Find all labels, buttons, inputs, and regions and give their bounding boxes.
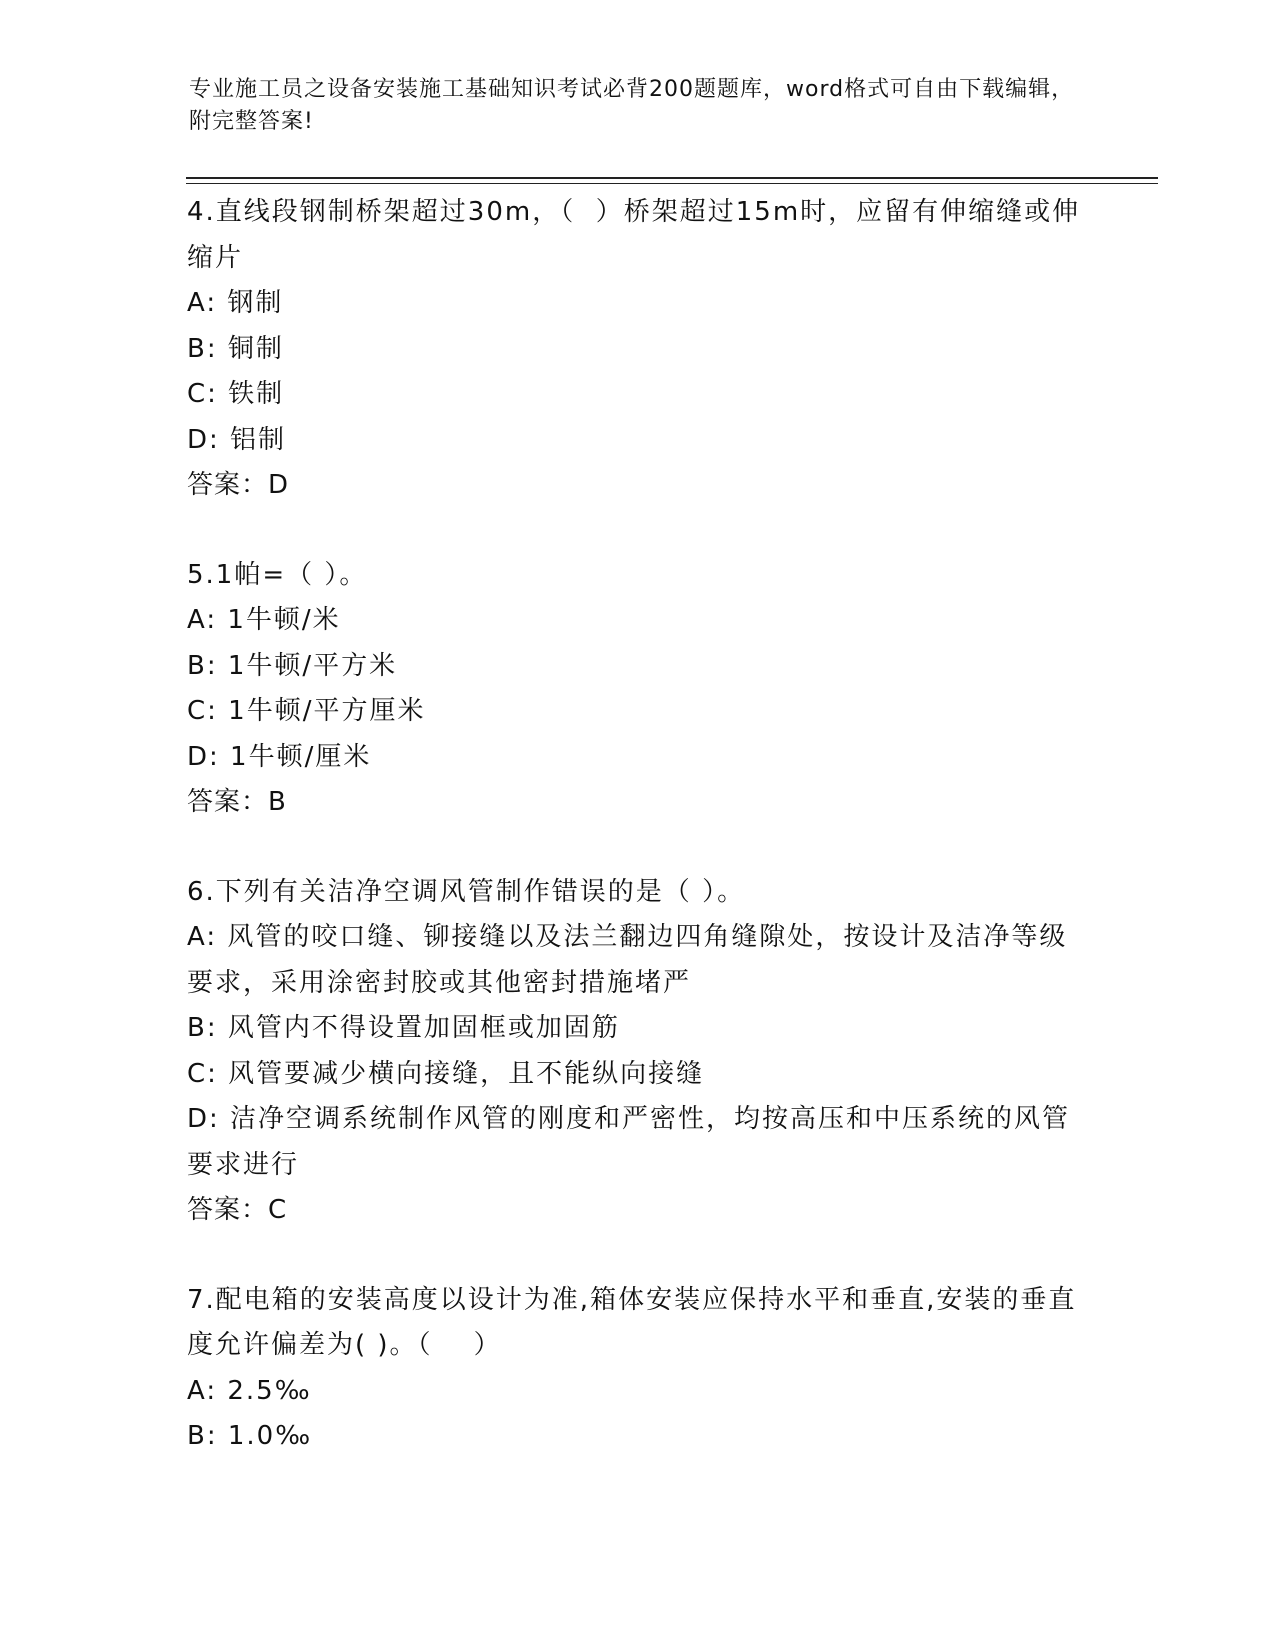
option-c: C: 铁制 — [187, 379, 285, 409]
option-b: B: 1.0‰ — [187, 1421, 313, 1451]
option-a: A: 钢制 — [187, 288, 284, 318]
document-title: 专业施工员之设备安装施工基础知识考试必背200题题库，word格式可自由下载编辑，附完整答案! — [189, 77, 1075, 134]
question-stem: 4.直线段钢制桥架超过30m，（ ）桥架超过15m时，应留有伸缩缝或伸缩片 — [187, 197, 1081, 273]
option-a: A: 1牛顿/米 — [187, 605, 341, 635]
answer-line: 答案：C — [187, 1195, 288, 1225]
option-d: D: 铝制 — [187, 424, 287, 455]
header-divider-thin — [186, 183, 1158, 184]
option-b: B: 1牛顿/平方米 — [187, 650, 398, 681]
answer-line: 答案：D — [187, 470, 290, 500]
question-5 — [187, 553, 1087, 826]
option-c: C: 风管要减少横向接缝，且不能纵向接缝 — [187, 1058, 705, 1089]
question-4 — [187, 190, 1087, 509]
option-a: A: 风管的咬口缝、铆接缝以及法兰翻边四角缝隙处，按设计及洁净等级要求，采用涂密封胶或其他密封措施堵严 — [187, 922, 1068, 998]
question-list — [187, 190, 1087, 1504]
option-d: D: 洁净空调系统制作风管的刚度和严密性，均按高压和中压系统的风管要求进行 — [187, 1104, 1071, 1180]
question-stem: 5.1帕=（ ）。 — [187, 559, 368, 590]
option-c: C: 1牛顿/平方厘米 — [187, 696, 426, 726]
question-stem: 6.下列有关洁净空调风管制作错误的是（ ）。 — [187, 876, 746, 907]
option-d: D: 1牛顿/厘米 — [187, 741, 372, 772]
option-b: B: 铜制 — [187, 333, 284, 364]
question-stem: 7.配电箱的安装高度以设计为准,箱体安装应保持水平和垂直,安装的垂直度允许偏差为( )。（ ） — [187, 1284, 1077, 1360]
option-a: A: 2.5‰ — [187, 1375, 312, 1406]
header-divider-thick — [186, 177, 1158, 179]
question-6 — [187, 870, 1087, 1234]
answer-line: 答案：B — [187, 787, 287, 817]
question-7 — [187, 1278, 1087, 1460]
option-b: B: 风管内不得设置加固框或加固筋 — [187, 1013, 620, 1043]
